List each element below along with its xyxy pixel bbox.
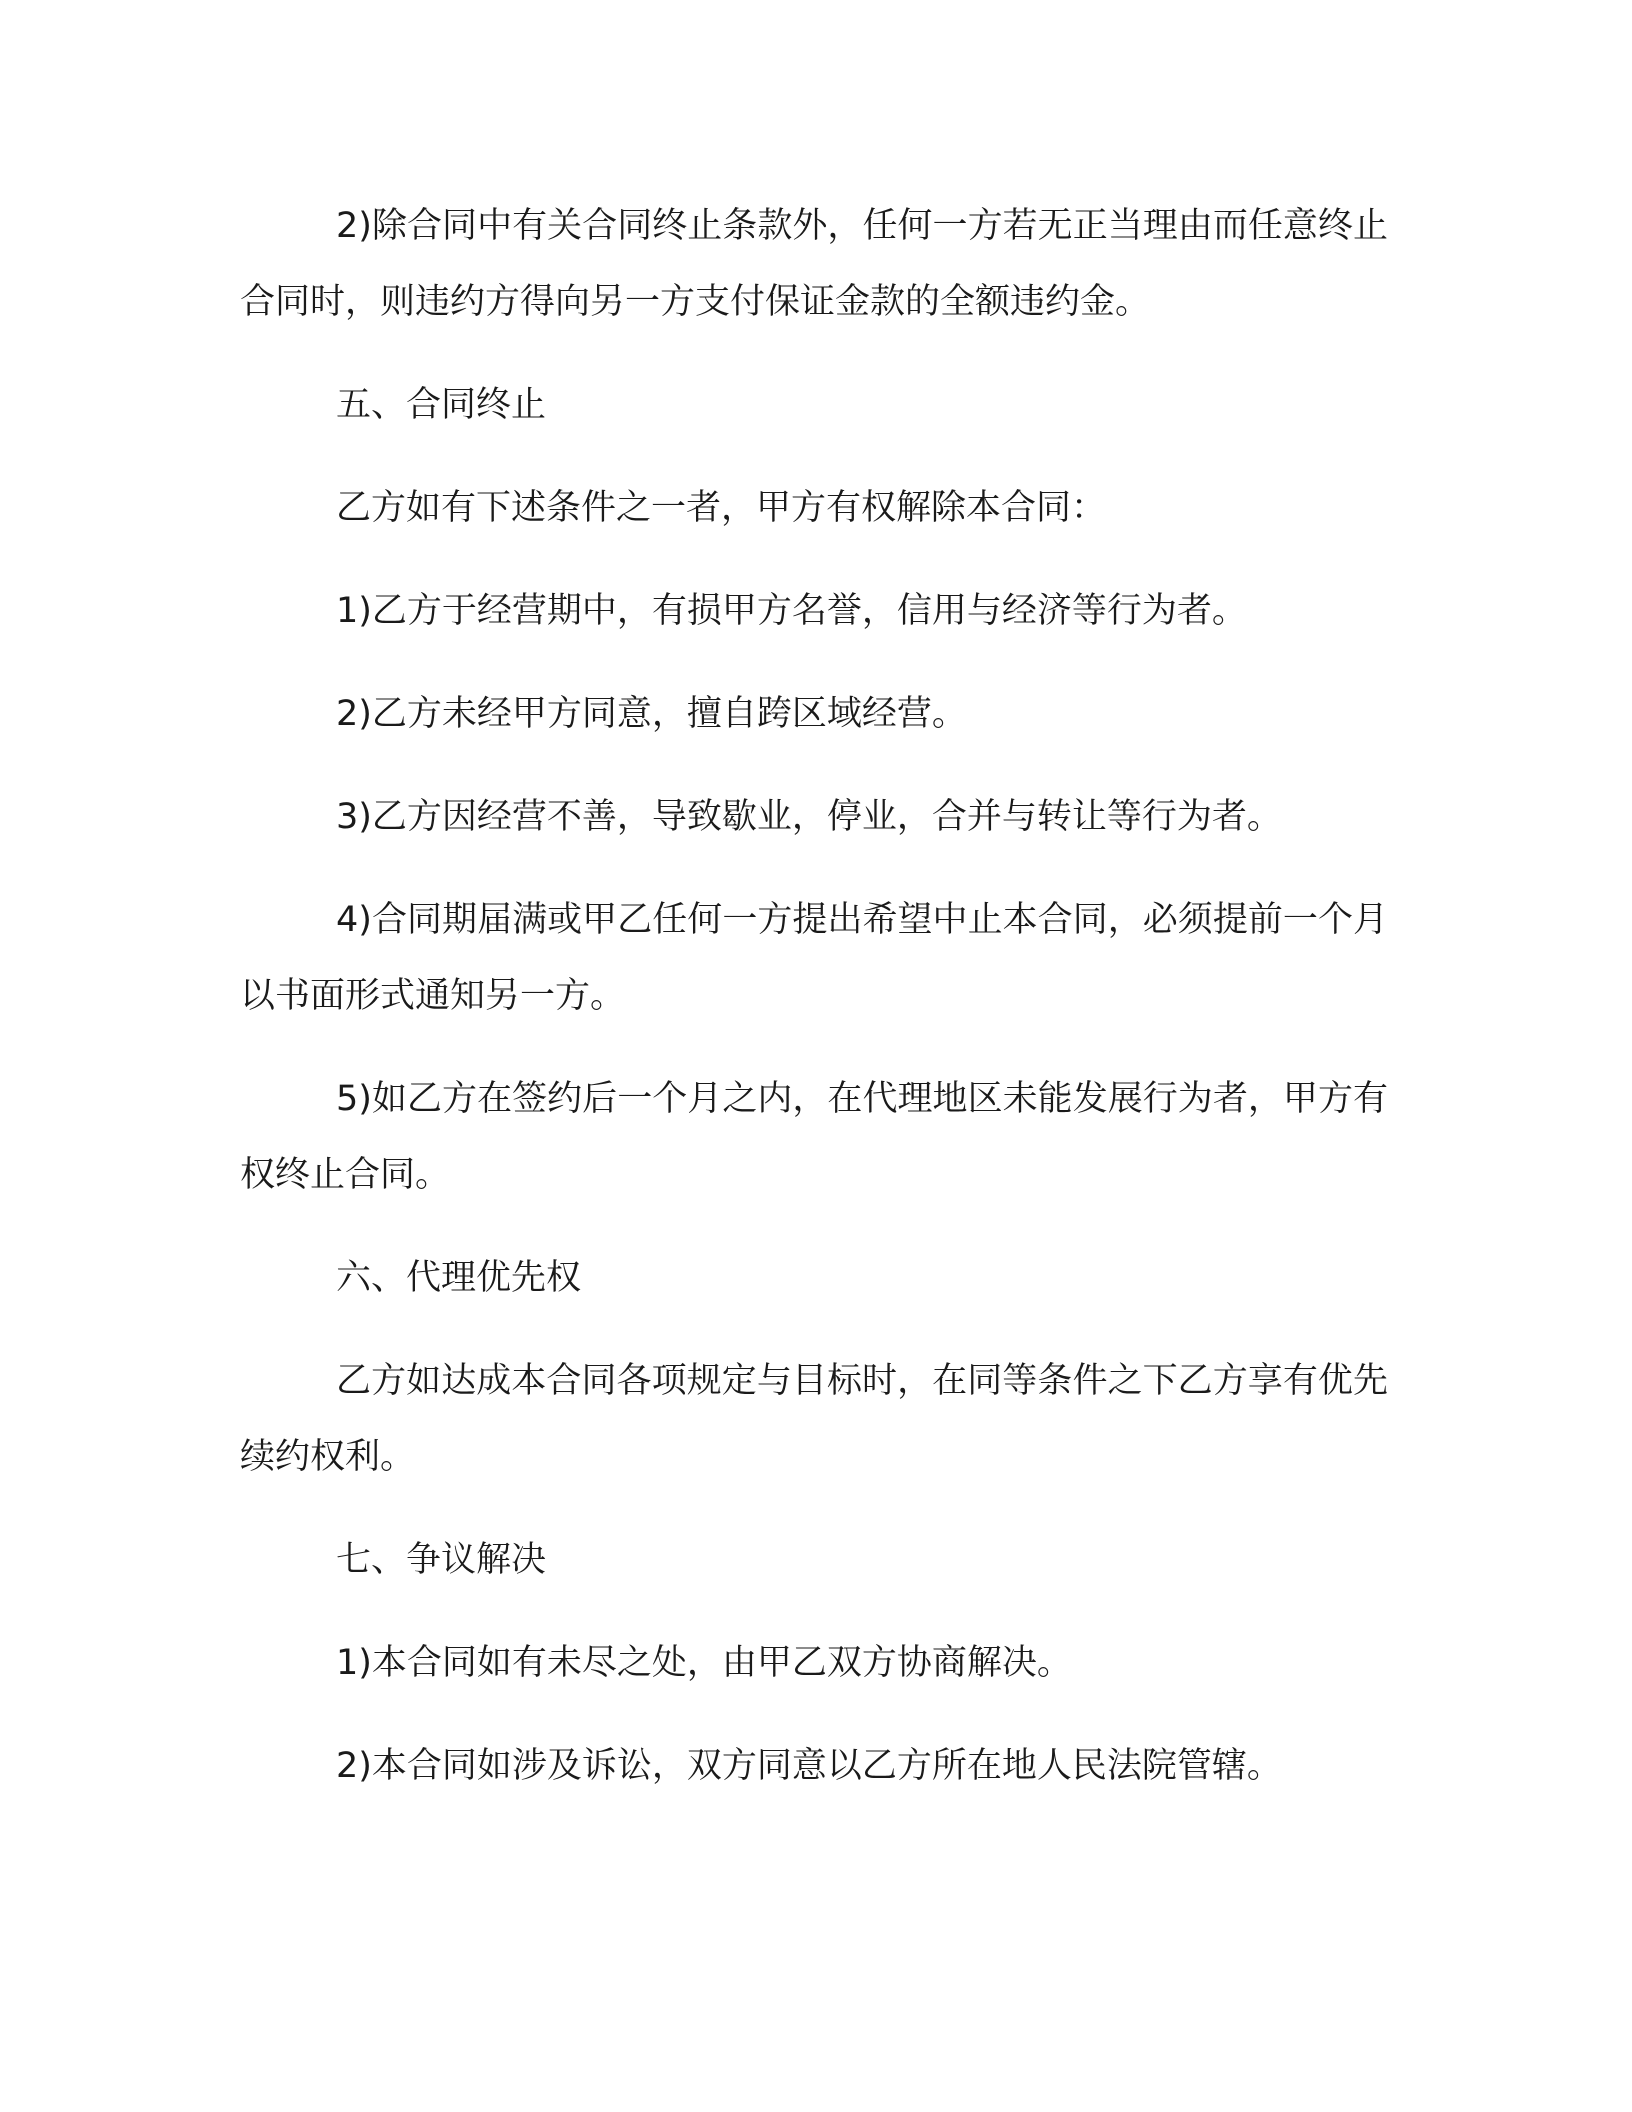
list-item-dispute-2: 2)本合同如涉及诉讼，双方同意以乙方所在地人民法院管辖。 bbox=[336, 1746, 1282, 1786]
list-item-condition-4: 4)合同期届满或甲乙任何一方提出希望中止本合同，必须提前一个月以书面形式通知另一方。 bbox=[240, 900, 1388, 1016]
paragraph-priority-renewal: 乙方如达成本合同各项规定与目标时，在同等条件之下乙方享有优先续约权利。 bbox=[240, 1361, 1388, 1477]
list-item-condition-1: 1)乙方于经营期中，有损甲方名誉，信用与经济等行为者。 bbox=[336, 591, 1247, 631]
section-heading-dispute: 七、争议解决 bbox=[336, 1540, 547, 1580]
paragraph-termination-penalty: 2)除合同中有关合同终止条款外，任何一方若无正当理由而任意终止合同时，则违约方得向另一方支付保证金款的全额违约金。 bbox=[240, 206, 1388, 322]
paragraph-termination-conditions: 乙方如有下述条件之一者，甲方有权解除本合同： bbox=[336, 488, 1107, 528]
list-item-condition-2: 2)乙方未经甲方同意，擅自跨区域经营。 bbox=[336, 694, 967, 734]
list-item-condition-5: 5)如乙方在签约后一个月之内，在代理地区未能发展行为者，甲方有权终止合同。 bbox=[240, 1079, 1388, 1195]
list-item-dispute-1: 1)本合同如有未尽之处，由甲乙双方协商解决。 bbox=[336, 1643, 1072, 1683]
document-body bbox=[240, 188, 1388, 1804]
section-heading-priority: 六、代理优先权 bbox=[336, 1258, 582, 1298]
list-item-condition-3: 3)乙方因经营不善，导致歇业，停业，合并与转让等行为者。 bbox=[336, 797, 1282, 837]
section-heading-termination: 五、合同终止 bbox=[336, 385, 547, 425]
